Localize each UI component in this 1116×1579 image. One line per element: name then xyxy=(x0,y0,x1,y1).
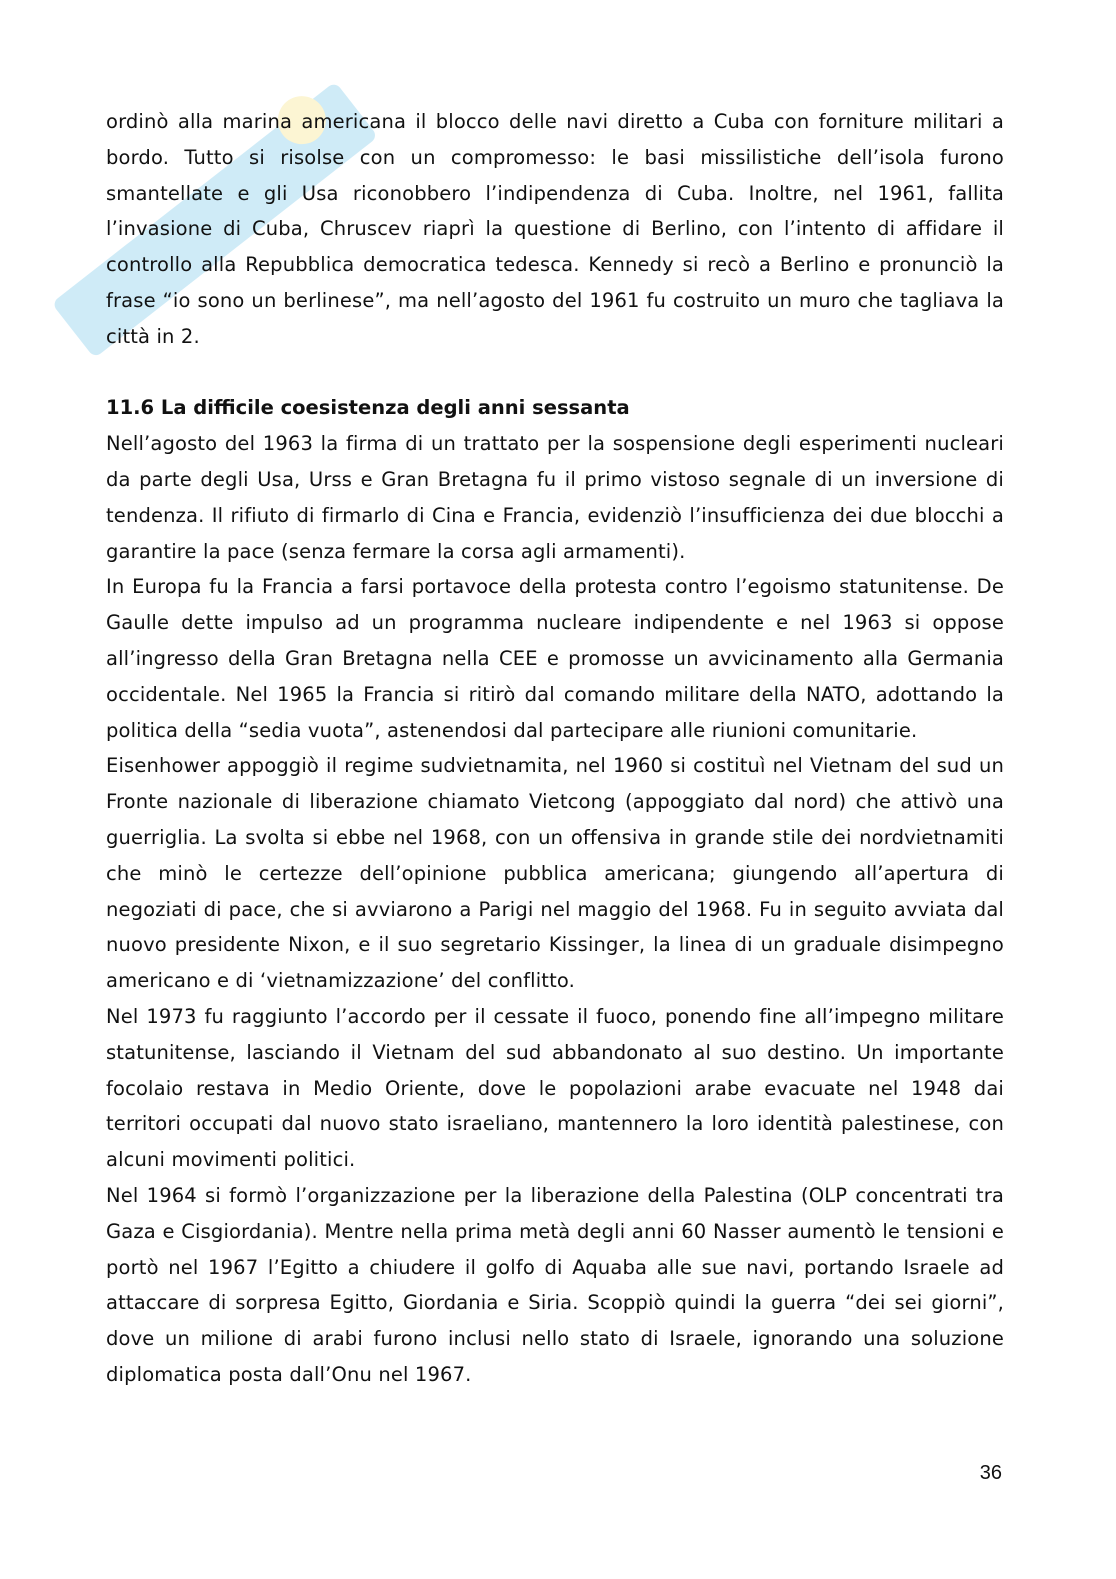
paragraph: Eisenhower appoggiò il regime sudvietnamita, nel 1960 si costituì nel Vietnam del sud un Fronte nazionale di liberazione chiamato Vietcong (appoggiato dal nord) che attivò una guerriglia. La svolta si ebbe nel 1968, con un offensiva in grande stile dei nordvietnamiti che minò le certezze dell’opinione pubblica americana; giungendo all’apertura di negoziati di pace, che si avviarono a Parigi nel maggio del 1968. Fu in seguito avviata dal nuovo presidente Nixon, e il suo segretario Kissinger, la linea di un graduale disimpegno americano e di ‘vietnamizzazione’ del conflitto. xyxy=(106,754,1004,993)
page-number: 36 xyxy=(979,1462,1002,1484)
paragraph: In Europa fu la Francia a farsi portavoce della protesta contro l’egoismo statunitense. De Gaulle dette impulso ad un programma nucleare indipendente e nel 1963 si oppose all’ingresso della Gran Bretagna nella CEE e promosse un avvicinamento alla Germania occidentale. Nel 1965 la Francia si ritirò dal comando militare della NATO, adottando la politica della “sedia vuota”, astenendosi dal partecipare alle riunioni comunitarie. xyxy=(106,575,1004,742)
intro-paragraph: ordinò alla marina americana il blocco delle navi diretto a Cuba con forniture militari a bordo. Tutto si risolse con un compromesso: le basi missilistiche dell’isola furono smantellate e gli Usa riconobbero l’indipendenza di Cuba. Inoltre, nel 1961, fallita l’invasione di Cuba, Chruscev riaprì la questione di Berlino, con l’intento di affidare il controllo alla Repubblica democratica tedesca. Kennedy si recò a Berlino e pronunciò la frase “io sono un berlinese”, ma nell’agosto del 1961 fu costruito un muro che tagliava la città in 2. xyxy=(106,110,1004,348)
section-heading: 11.6 La difficile coesistenza degli anni sessanta xyxy=(106,396,630,420)
paragraph: Nel 1964 si formò l’organizzazione per la liberazione della Palestina (OLP concentrati tra Gaza e Cisgiordania). Mentre nella prima metà degli anni 60 Nasser aumentò le tensioni e portò nel 1967 l’Egitto a chiudere il golfo di Aquaba alle sue navi, portando Israele ad attaccare di sorpresa Egitto, Giordania e Siria. Scoppiò quindi la guerra “dei sei giorni”, dove un milione di arabi furono inclusi nello stato di Israele, ignorando una soluzione diplomatica posta dall’Onu nel 1967. xyxy=(106,1183,1004,1386)
document-body xyxy=(106,104,1004,1393)
paragraph: Nel 1973 fu raggiunto l’accordo per il cessate il fuoco, ponendo fine all’impegno militare statunitense, lasciando il Vietnam del sud abbandonato al suo destino. Un importante focolaio restava in Medio Oriente, dove le popolazioni arabe evacuate nel 1948 dai territori occupati dal nuovo stato israeliano, mantennero la loro identità palestinese, con alcuni movimenti politici. xyxy=(106,1004,1004,1172)
paragraph: Nell’agosto del 1963 la firma di un trattato per la sospensione degli esperimenti nucleari da parte degli Usa, Urss e Gran Bretagna fu il primo vistoso segnale di un inversione di tendenza. Il rifiuto di firmarlo di Cina e Francia, evidenziò l’insufficienza dei due blocchi a garantire la pace (senza fermare la corsa agli armamenti). xyxy=(106,432,1004,563)
